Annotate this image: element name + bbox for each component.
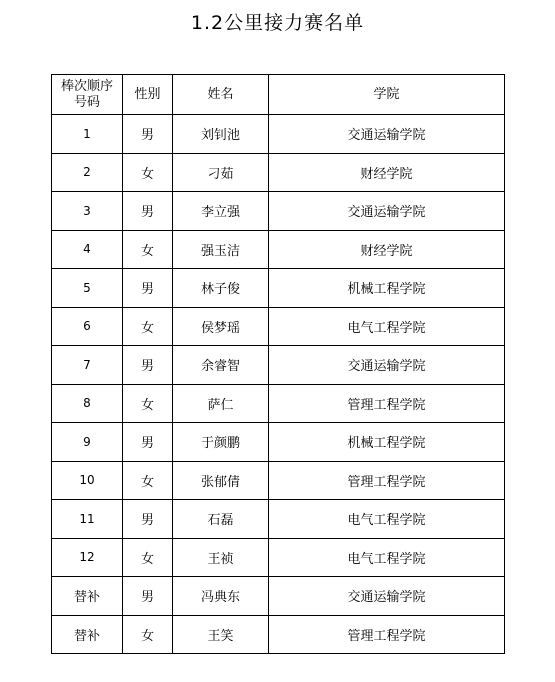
cell-college: 机械工程学院 (269, 423, 505, 462)
cell-name: 李立强 (173, 192, 269, 231)
header-name: 姓名 (173, 75, 269, 115)
table-header-row (52, 75, 505, 115)
table-row (52, 307, 505, 346)
cell-college: 交通运输学院 (269, 346, 505, 385)
cell-order: 替补 (52, 615, 123, 654)
cell-gender: 女 (123, 538, 173, 577)
cell-college: 管理工程学院 (269, 461, 505, 500)
cell-name: 刁茹 (173, 153, 269, 192)
table-row (52, 230, 505, 269)
cell-order: 1 (52, 115, 123, 154)
cell-college: 机械工程学院 (269, 269, 505, 308)
table-row (52, 192, 505, 231)
cell-name: 冯典东 (173, 577, 269, 616)
cell-name: 侯梦瑶 (173, 307, 269, 346)
table-row (52, 346, 505, 385)
cell-order: 3 (52, 192, 123, 231)
cell-gender: 女 (123, 461, 173, 500)
cell-name: 林子俊 (173, 269, 269, 308)
table-row (52, 615, 505, 654)
header-order (52, 75, 123, 115)
table-row (52, 538, 505, 577)
cell-order: 11 (52, 500, 123, 539)
cell-order: 2 (52, 153, 123, 192)
cell-name: 刘钊池 (173, 115, 269, 154)
cell-gender: 男 (123, 192, 173, 231)
cell-name: 萨仁 (173, 384, 269, 423)
cell-gender: 女 (123, 230, 173, 269)
cell-college: 管理工程学院 (269, 384, 505, 423)
table-row (52, 384, 505, 423)
cell-order: 12 (52, 538, 123, 577)
cell-order: 9 (52, 423, 123, 462)
cell-gender: 女 (123, 384, 173, 423)
cell-gender: 男 (123, 269, 173, 308)
cell-order: 10 (52, 461, 123, 500)
cell-order: 替补 (52, 577, 123, 616)
cell-college: 财经学院 (269, 230, 505, 269)
cell-college: 电气工程学院 (269, 500, 505, 539)
cell-name: 王祯 (173, 538, 269, 577)
table-row (52, 500, 505, 539)
cell-gender: 男 (123, 346, 173, 385)
header-order-label: 棒次顺序号码 (60, 78, 113, 110)
table-row (52, 269, 505, 308)
cell-gender: 女 (123, 615, 173, 654)
cell-college: 交通运输学院 (269, 115, 505, 154)
table-row (52, 423, 505, 462)
table-row (52, 577, 505, 616)
cell-name: 于颜鹏 (173, 423, 269, 462)
cell-college: 财经学院 (269, 153, 505, 192)
cell-college: 电气工程学院 (269, 307, 505, 346)
table-row (52, 115, 505, 154)
relay-roster-table (51, 74, 505, 654)
cell-gender: 男 (123, 500, 173, 539)
cell-gender: 女 (123, 307, 173, 346)
cell-name: 石磊 (173, 500, 269, 539)
cell-order: 6 (52, 307, 123, 346)
page-title: 1.2公里接力赛名单 (190, 12, 365, 34)
cell-order: 5 (52, 269, 123, 308)
cell-name: 强玉洁 (173, 230, 269, 269)
cell-name: 王笑 (173, 615, 269, 654)
cell-gender: 男 (123, 577, 173, 616)
cell-college: 管理工程学院 (269, 615, 505, 654)
cell-order: 4 (52, 230, 123, 269)
cell-name: 余睿智 (173, 346, 269, 385)
cell-college: 交通运输学院 (269, 192, 505, 231)
header-gender: 性别 (123, 75, 173, 115)
cell-order: 7 (52, 346, 123, 385)
table-row (52, 461, 505, 500)
cell-college: 交通运输学院 (269, 577, 505, 616)
table-body (52, 115, 505, 654)
cell-name: 张郁倩 (173, 461, 269, 500)
cell-order: 8 (52, 384, 123, 423)
cell-gender: 男 (123, 115, 173, 154)
cell-gender: 女 (123, 153, 173, 192)
cell-gender: 男 (123, 423, 173, 462)
header-college: 学院 (269, 75, 505, 115)
cell-college: 电气工程学院 (269, 538, 505, 577)
table-row (52, 153, 505, 192)
